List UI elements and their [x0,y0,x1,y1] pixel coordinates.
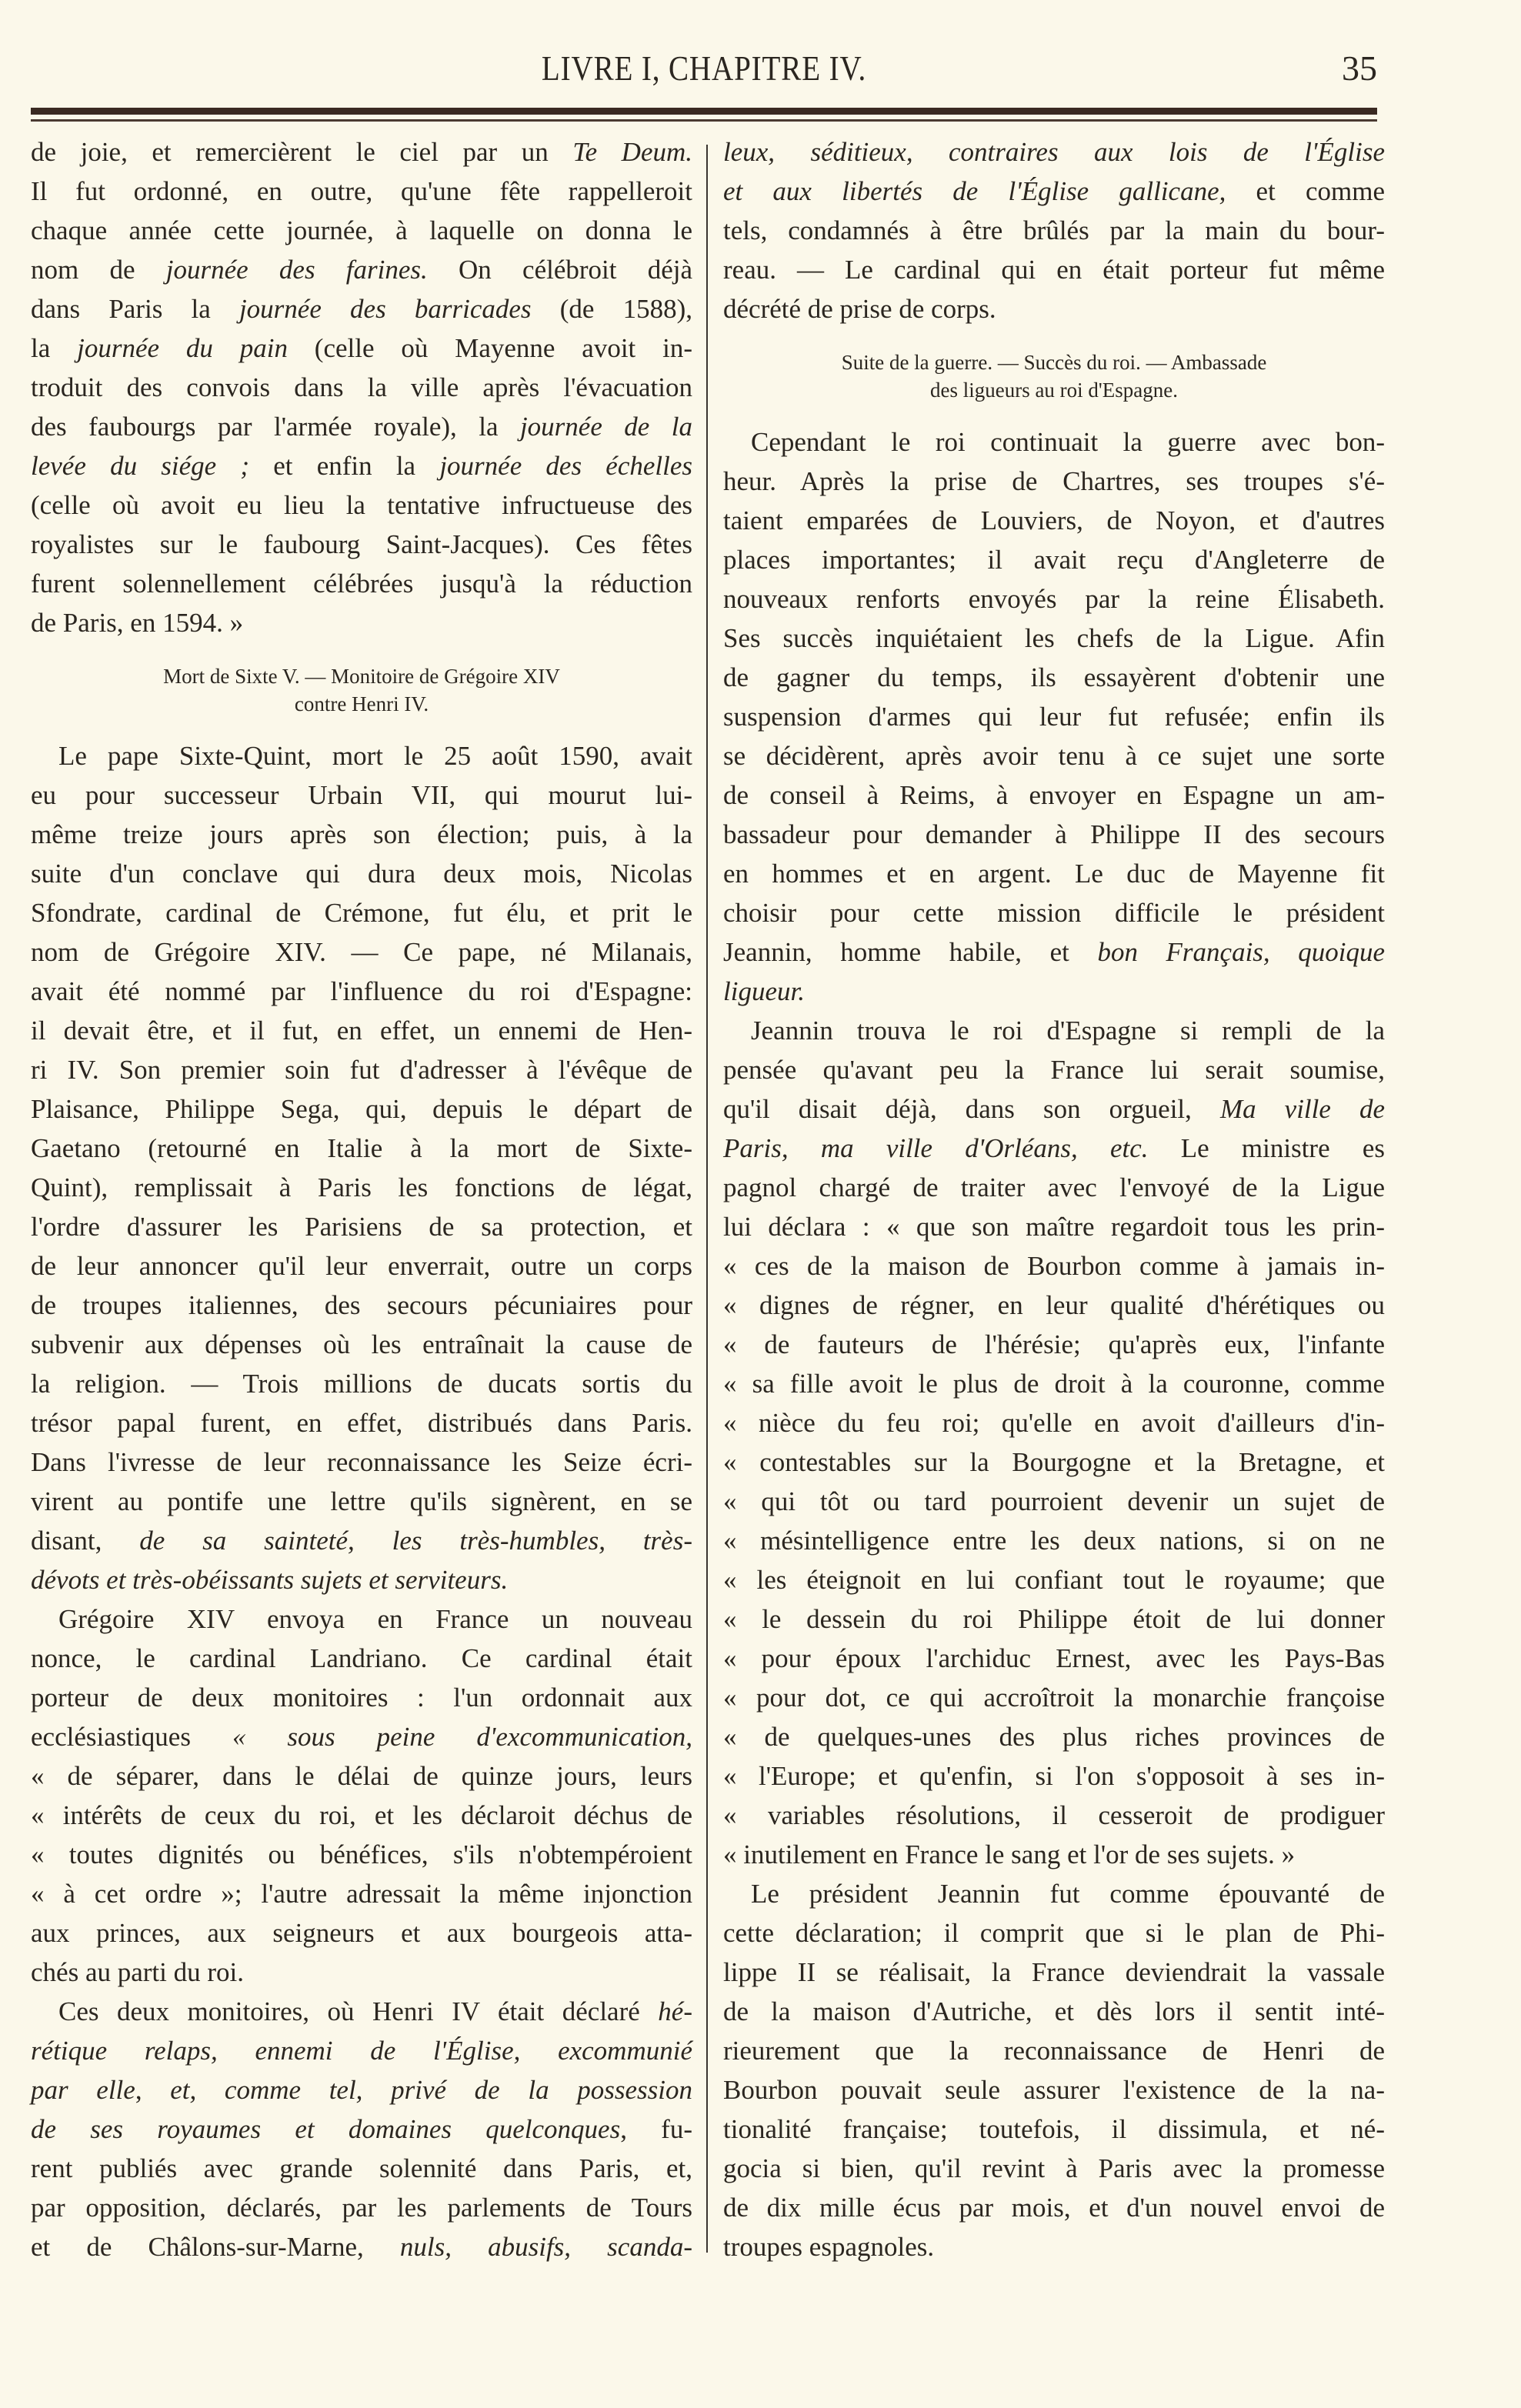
italic-text: leux, séditieux, contraires aux lois de l'Église [723,137,1385,167]
section-heading [723,349,1385,404]
text-line: « dignes de régner, en leur qualité d'hérétiques ou [723,1290,1385,1320]
text-line: lui déclara : « que son maître regardoit tous les prin- [723,1212,1385,1242]
text-line: trésor papal furent, en effet, distribués dans Paris. [31,1408,692,1438]
text-line: Gaetano (retourné en Italie à la mort de Sixte- [31,1133,692,1163]
header-rule-thin [31,119,1377,122]
column-divider [706,145,708,2253]
paragraph [723,1011,1385,1874]
text-line: « mésintelligence entre les deux nations, si on ne [723,1526,1385,1556]
text-line: Plaisance, Philippe Sega, qui, depuis le départ de [31,1094,692,1124]
text-line: avait été nommé par l'influence du roi d'Espagne: [31,976,692,1006]
text-line: Cependant le roi continuait la guerre avec bon- [751,427,1385,457]
text-line: la religion. — Trois millions de ducats sortis du [31,1369,692,1399]
text-line: heur. Après la prise de Chartres, ses troupes s'é- [723,466,1385,496]
section-heading [31,662,692,718]
text-line: de joie, et remercièrent le ciel par un Te Deum. [31,137,692,167]
text-line: Grégoire XIV envoya en France un nouveau [58,1604,692,1634]
paragraph [723,422,1385,1011]
italic-text: journée des farines. [165,255,428,285]
text-line: de troupes italiennes, des secours pécuniaires pour [31,1290,692,1320]
text-line: gocia si bien, qu'il revint à Paris avec la promesse [723,2153,1385,2183]
text-line: tels, condamnés à être brûlés par la main du bour- [723,215,1385,245]
text-line: nonce, le cardinal Landriano. Ce cardinal était [31,1643,692,1673]
paragraph [31,132,692,642]
text-line: nouveaux renforts envoyés par la reine Élisabeth. [723,584,1385,614]
text-line: l'ordre d'assurer les Parisiens de sa protection, et [31,1212,692,1242]
heading-line: Suite de la guerre. — Succès du roi. — Ambassade [841,351,1267,374]
text-line: virent au pontife une lettre qu'ils signèrent, en se [31,1486,692,1516]
text-line: places importantes; il avait reçu d'Angleterre de [723,545,1385,575]
text-line: reau. — Le cardinal qui en était porteur fut même [723,255,1385,285]
text-line: qu'il disait déjà, dans son orgueil, Ma ville de [723,1094,1385,1124]
text-line: ecclésiastiques « sous peine d'excommunication, [31,1722,693,1752]
heading-line: des ligueurs au roi d'Espagne. [929,379,1179,402]
text-line: de la maison d'Autriche, et dès lors il sentit inté- [723,1996,1385,2026]
text-line: par elle, et, comme tel, privé de la possession [31,2075,693,2105]
italic-text: et, comme tel, privé de la possession [170,2075,693,2105]
text-line: furent solennellement célébrées jusqu'à la réduction [31,569,692,599]
italic-text: de ses royaumes et domaines quelconques [31,2114,621,2144]
text-line: de ses royaumes et domaines quelconques, fu- [31,2114,692,2144]
text-line: choisir pour cette mission difficile le président [723,898,1385,928]
text-line: disant, de sa sainteté, les très-humbles, très- [31,1526,692,1556]
text-line: Le président Jeannin fut comme épouvanté de [751,1879,1385,1909]
text-line: suspension d'armes qui leur fut refusée; enfin ils [723,702,1385,732]
italic-text: hé- [658,1996,692,2026]
text-line: de conseil à Reims, à envoyer en Espagne un am- [723,780,1385,810]
text-line: ri IV. Son premier soin fut d'adresser à l'évêque de [31,1055,692,1085]
text-line: Quint), remplissait à Paris les fonctions de légat, [31,1172,692,1202]
paragraph [723,132,1385,329]
text-line: Il fut ordonné, en outre, qu'une fête rappelleroit [31,176,692,206]
italic-text: journée des échelles [439,451,692,481]
heading-line: Mort de Sixte V. — Monitoire de Grégoire XIV [163,665,560,688]
left-column [31,132,692,2266]
text-line: Jeannin trouva le roi d'Espagne si rempli de la [751,1016,1385,1046]
text-line [31,1560,692,1599]
text-line: la journée du pain (celle où Mayenne avoit in- [31,333,692,363]
text-line [31,2031,692,2070]
text-line: « nièce du feu roi; qu'elle en avoit d'ailleurs d'in- [723,1408,1385,1438]
text-line: Ses succès inquiétaient les chefs de la Ligue. Afin [723,623,1385,653]
text-line: nom de Grégoire XIV. — Ce pape, né Milanais, [31,937,692,967]
paragraph [31,1599,692,1992]
italic-text: bon Français, quoique [1097,937,1385,967]
text-line: cette déclaration; il comprit que si le plan de Phi- [723,1918,1385,1948]
text-line: de dix mille écus par mois, et d'un nouvel envoi de [723,2193,1385,2223]
italic-text: ligueur. [723,976,805,1006]
text-line: des faubourgs par l'armée royale), la journée de la [31,412,692,442]
text-line: bassadeur pour demander à Philippe II des secours [723,819,1385,849]
text-line: « qui tôt ou tard pourroient devenir un sujet de [723,1486,1385,1516]
text-line: « pour dot, ce qui accroîtroit la monarchie françoise [723,1683,1385,1713]
text-line: pensée qu'avant peu la France lui serait soumise, [723,1055,1385,1085]
text-line: par opposition, déclarés, par les parlements de Tours [31,2193,692,2223]
paragraph [723,1874,1385,2266]
text-line: rent publiés avec grande solennité dans Paris, et, [31,2153,692,2183]
italic-text: rétique relaps, ennemi de l'Église, excommunié [31,2036,692,2066]
text-line [723,132,1385,172]
chapter-title: LIVRE I, CHAPITRE IV. [541,48,867,88]
text-line: « de fauteurs de l'hérésie; qu'après eux, l'infante [723,1329,1385,1359]
text-line: « sa fille avoit le plus de droit à la couronne, comme [723,1369,1385,1399]
italic-text: par elle [31,2075,135,2105]
text-line: (celle où avoit eu lieu la tentative infructueuse des [31,490,692,520]
text-line: Paris, ma ville d'Orléans, etc. Le ministre es [723,1133,1386,1163]
text-line: de gagner du temps, ils essayèrent d'obtenir une [723,662,1385,692]
text-line: Sfondrate, cardinal de Crémone, fut élu, et prit le [31,898,692,928]
text-line: levée du siége ; et enfin la journée des échelles [31,451,692,481]
italic-text: journée de la [519,412,692,442]
text-line: suite d'un conclave qui dura deux mois, Nicolas [31,859,692,889]
text-line: rieurement que la reconnaissance de Henri de [723,2036,1385,2066]
text-line: « les éteignoit en lui confiant tout le royaume; que [723,1565,1385,1595]
page-number: 35 [1342,48,1377,88]
italic-text: journée des barricades [238,294,532,324]
text-line: « pour époux l'archiduc Ernest, avec les Pays-Bas [723,1643,1385,1673]
italic-text: et aux libertés de l'Église gallicane, [723,176,1226,206]
text-line: Bourbon pouvait seule assurer l'existence de la na- [723,2075,1385,2105]
text-line: « ces de la maison de Bourbon comme à jamais in- [723,1251,1385,1281]
italic-text: dévots et très-obéissants sujets et serviteurs. [31,1565,509,1595]
header-rule-thick [31,108,1377,115]
italic-text: journée du pain [77,333,288,363]
text-line: Jeannin, homme habile, et bon Français, quoique [723,937,1385,967]
text-line: Ces deux monitoires, où Henri IV était déclaré hé- [58,1996,692,2026]
text-line: chaque année cette journée, à laquelle on donna le [31,215,692,245]
text-line: Le pape Sixte-Quint, mort le 25 août 1590, avait [58,741,692,771]
text-line: « intérêts de ceux du roi, et les déclaroit déchus de [31,1800,692,1830]
text-line: il devait être, et il fut, en effet, un ennemi de Hen- [31,1016,692,1046]
italic-text: Te Deum. [572,137,692,167]
text-line: « contestables sur la Bourgogne et la Bretagne, et [723,1447,1385,1477]
text-line: taient emparées de Louviers, de Noyon, et d'autres [723,505,1385,535]
text-line: chés au parti du roi. [31,1957,244,1987]
right-column [723,132,1385,2266]
paragraph [31,736,692,1599]
text-line: et de Châlons-sur-Marne, nuls, abusifs, scanda- [31,2232,692,2262]
text-line: même treize jours après son élection; puis, à la [31,819,692,849]
text-line: de Paris, en 1594. » [31,608,244,638]
running-header [31,48,1377,94]
text-line: se décidèrent, après avoir tenu à ce sujet une sorte [723,741,1385,771]
text-line: porteur de deux monitoires : l'un ordonnait aux [31,1683,692,1713]
text-line: de leur annoncer qu'il leur enverrait, outre un corps [31,1251,692,1281]
text-line: tionalité française; toutefois, il dissimula, et né- [723,2114,1385,2144]
text-line: « toutes dignités ou bénéfices, s'ils n'obtempéroient [31,1839,692,1869]
italic-text: Paris, ma ville d'Orléans, etc. [723,1133,1149,1163]
paragraph [31,1992,692,2266]
text-line: « variables résolutions, il cesseroit de prodiguer [723,1800,1385,1830]
italic-text: de sa sainteté, les très-humbles, très- [139,1526,692,1556]
text-line: eu pour successeur Urbain VII, qui mourut lui- [31,780,692,810]
text-line: « l'Europe; et qu'enfin, si l'on s'opposoit à ses in- [723,1761,1385,1791]
text-line: troupes espagnoles. [723,2232,935,2262]
text-line: « de séparer, dans le délai de quinze jours, leurs [31,1761,692,1791]
text-line: Dans l'ivresse de leur reconnaissance les Seize écri- [31,1447,692,1477]
text-line: en hommes et en argent. Le duc de Mayenne fit [723,859,1385,889]
text-line: nom de journée des farines. On célébroit déjà [31,255,692,285]
text-line: royalistes sur le faubourg Saint-Jacques). Ces fêtes [31,529,692,559]
text-line [723,972,1385,1011]
text-line: « à cet ordre »; l'autre adressait la même injonction [31,1879,692,1909]
text-line: dans Paris la journée des barricades (de 1588), [31,294,692,324]
text-line: subvenir aux dépenses où les entraînait la cause de [31,1329,692,1359]
text-line: décrété de prise de corps. [723,294,996,324]
heading-line: contre Henri IV. [294,692,429,715]
italic-text: Ma ville de [1219,1094,1385,1124]
text-line: aux princes, aux seigneurs et aux bourgeois atta- [31,1918,692,1948]
italic-text: nuls, abusifs, scanda- [399,2232,692,2262]
text-line: pagnol chargé de traiter avec l'envoyé de la Ligue [723,1172,1385,1202]
text-line: « inutilement en France le sang et l'or de ses sujets. » [723,1839,1296,1869]
text-line: « de quelques-unes des plus riches provinces de [723,1722,1385,1752]
text-line: lippe II se réalisait, la France deviendrait la vassale [723,1957,1385,1987]
text-line: « le dessein du roi Philippe étoit de lui donner [723,1604,1385,1634]
text-line: et aux libertés de l'Église gallicane, et comme [723,176,1385,206]
italic-text: levée du siége ; [31,451,250,481]
text-line: troduit des convois dans la ville après l'évacuation [31,372,692,402]
italic-text: « sous peine d'excommunication, [232,1722,693,1752]
